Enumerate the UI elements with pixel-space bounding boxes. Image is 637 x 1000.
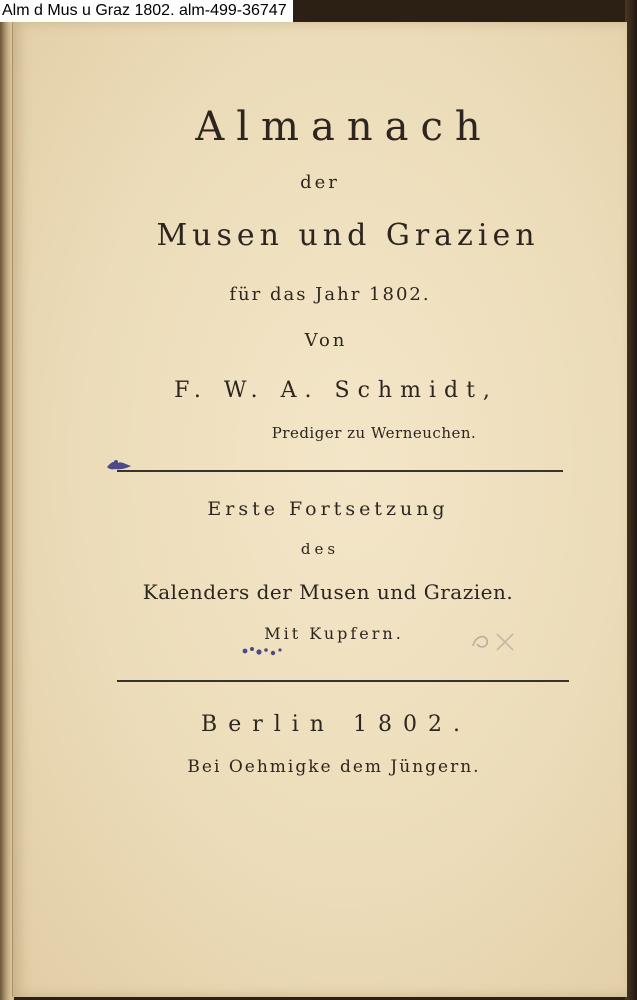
series-title: Kalenders der Musen und Grazien.	[142, 580, 514, 604]
pencil-mark-icon	[467, 626, 533, 654]
imprint-publisher: Bei Oehmigke dem Jüngern.	[187, 757, 481, 777]
divider-rule	[117, 470, 563, 472]
continuation-line: Erste Fortsetzung	[207, 498, 449, 520]
of-line: des	[300, 540, 340, 558]
author-name: F. W. A. Schmidt,	[174, 378, 498, 403]
title-article: der	[300, 172, 340, 193]
title-page	[12, 22, 627, 997]
book-title: Almanach	[195, 104, 493, 150]
year-line: für das Jahr 1802.	[229, 284, 431, 305]
author-role: Prediger zu Werneuchen.	[271, 424, 477, 442]
by-line: Von	[304, 330, 348, 351]
library-stamp-icon	[239, 642, 289, 658]
book-subtitle: Musen und Grazien	[156, 218, 540, 253]
imprint-place-year: Berlin 1802.	[201, 712, 471, 737]
plates-note: Mit Kupfern.	[264, 624, 404, 643]
divider-rule	[117, 680, 569, 682]
image-caption: Alm d Mus u Graz 1802. alm-499-36747	[0, 0, 293, 22]
